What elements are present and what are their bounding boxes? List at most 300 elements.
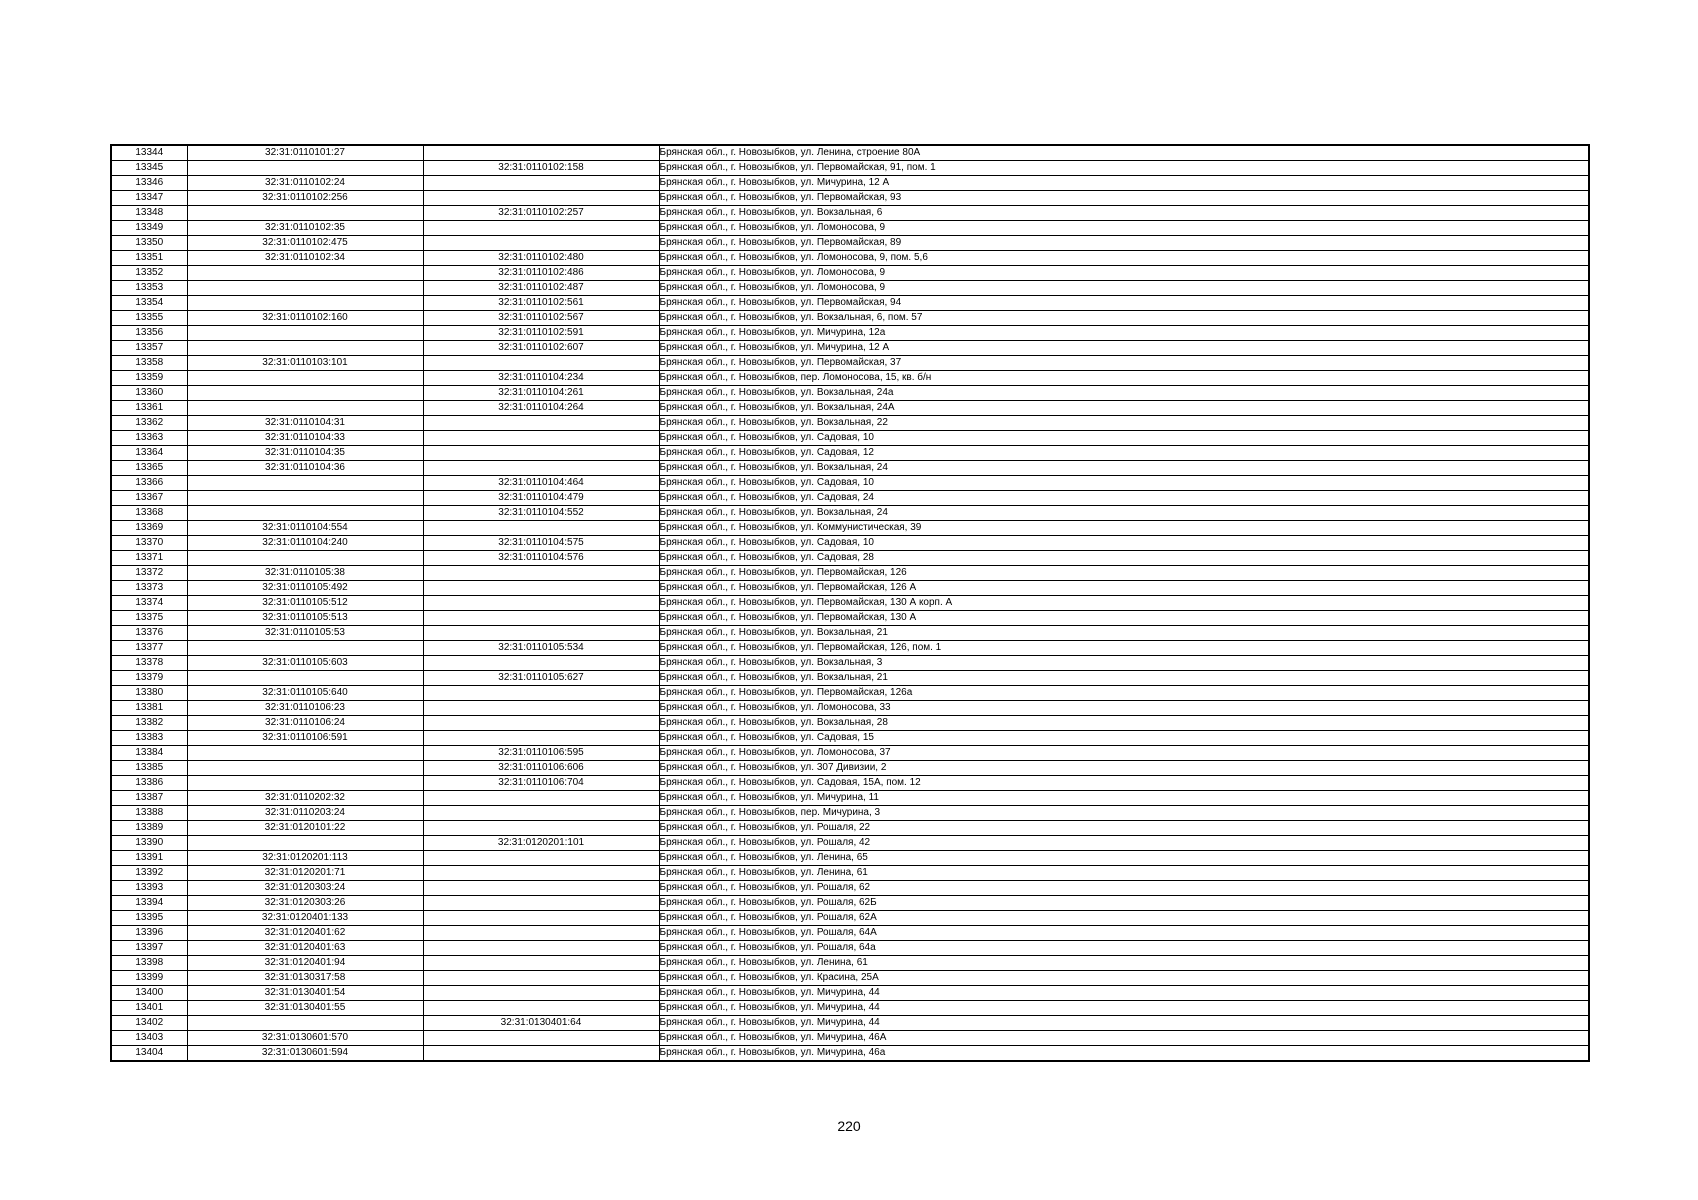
row-number-cell: 13368 (111, 506, 187, 521)
object-cadastral-number-cell (423, 416, 659, 431)
row-number-cell: 13363 (111, 431, 187, 446)
table-row (111, 866, 1589, 881)
address-cell: Брянская обл., г. Новозыбков, ул. Мичурина, 46а (659, 1046, 1589, 1062)
address-cell: Брянская обл., г. Новозыбков, ул. Вокзальная, 3 (659, 656, 1589, 671)
row-number-cell: 13351 (111, 251, 187, 266)
row-number-cell: 13396 (111, 926, 187, 941)
object-cadastral-number-cell (423, 986, 659, 1001)
object-cadastral-number-cell (423, 896, 659, 911)
address-cell: Брянская обл., г. Новозыбков, ул. Первомайская, 130 А (659, 611, 1589, 626)
table-row (111, 251, 1589, 266)
row-number-cell: 13356 (111, 326, 187, 341)
address-cell: Брянская обл., г. Новозыбков, ул. Вокзальная, 6, пом. 57 (659, 311, 1589, 326)
object-cadastral-number-cell (423, 731, 659, 746)
object-cadastral-number-cell (423, 581, 659, 596)
row-number-cell: 13395 (111, 911, 187, 926)
row-number-cell: 13387 (111, 791, 187, 806)
table-row (111, 206, 1589, 221)
object-cadastral-number-cell: 32:31:0110104:576 (423, 551, 659, 566)
land-cadastral-number-cell (187, 746, 423, 761)
row-number-cell: 13389 (111, 821, 187, 836)
table-row (111, 311, 1589, 326)
table-row (111, 536, 1589, 551)
address-cell: Брянская обл., г. Новозыбков, пер. Мичурина, 3 (659, 806, 1589, 821)
row-number-cell: 13347 (111, 191, 187, 206)
land-cadastral-number-cell (187, 341, 423, 356)
address-cell: Брянская обл., г. Новозыбков, ул. Вокзальная, 21 (659, 626, 1589, 641)
row-number-cell: 13404 (111, 1046, 187, 1062)
table-row (111, 746, 1589, 761)
row-number-cell: 13360 (111, 386, 187, 401)
table-row (111, 506, 1589, 521)
address-cell: Брянская обл., г. Новозыбков, ул. Коммунистическая, 39 (659, 521, 1589, 536)
address-cell: Брянская обл., г. Новозыбков, ул. Ленина, 61 (659, 866, 1589, 881)
object-cadastral-number-cell (423, 221, 659, 236)
object-cadastral-number-cell: 32:31:0110104:479 (423, 491, 659, 506)
row-number-cell: 13348 (111, 206, 187, 221)
row-number-cell: 13372 (111, 566, 187, 581)
address-cell: Брянская обл., г. Новозыбков, ул. Садовая, 15 (659, 731, 1589, 746)
address-cell: Брянская обл., г. Новозыбков, ул. Мичурина, 11 (659, 791, 1589, 806)
address-cell: Брянская обл., г. Новозыбков, ул. Вокзальная, 6 (659, 206, 1589, 221)
address-cell: Брянская обл., г. Новозыбков, ул. Рошаля, 62Б (659, 896, 1589, 911)
object-cadastral-number-cell (423, 806, 659, 821)
object-cadastral-number-cell (423, 701, 659, 716)
row-number-cell: 13382 (111, 716, 187, 731)
table-row (111, 236, 1589, 251)
object-cadastral-number-cell: 32:31:0110104:464 (423, 476, 659, 491)
address-cell: Брянская обл., г. Новозыбков, ул. Вокзальная, 22 (659, 416, 1589, 431)
object-cadastral-number-cell (423, 851, 659, 866)
address-cell: Брянская обл., г. Новозыбков, ул. Ломоносова, 37 (659, 746, 1589, 761)
row-number-cell: 13359 (111, 371, 187, 386)
table-row (111, 806, 1589, 821)
table-row (111, 626, 1589, 641)
table-row (111, 281, 1589, 296)
land-cadastral-number-cell: 32:31:0120303:24 (187, 881, 423, 896)
land-cadastral-number-cell: 32:31:0110104:31 (187, 416, 423, 431)
object-cadastral-number-cell (423, 716, 659, 731)
row-number-cell: 13397 (111, 941, 187, 956)
object-cadastral-number-cell (423, 1031, 659, 1046)
object-cadastral-number-cell: 32:31:0110102:486 (423, 266, 659, 281)
address-cell: Брянская обл., г. Новозыбков, ул. Мичурина, 44 (659, 1016, 1589, 1031)
land-cadastral-number-cell: 32:31:0110104:240 (187, 536, 423, 551)
object-cadastral-number-cell: 32:31:0120201:101 (423, 836, 659, 851)
address-cell: Брянская обл., г. Новозыбков, ул. Мичурина, 12 А (659, 176, 1589, 191)
table-row (111, 431, 1589, 446)
row-number-cell: 13370 (111, 536, 187, 551)
land-cadastral-number-cell (187, 161, 423, 176)
object-cadastral-number-cell: 32:31:0130401:64 (423, 1016, 659, 1031)
land-cadastral-number-cell (187, 836, 423, 851)
object-cadastral-number-cell (423, 1046, 659, 1062)
land-cadastral-number-cell: 32:31:0130601:594 (187, 1046, 423, 1062)
row-number-cell: 13383 (111, 731, 187, 746)
address-cell: Брянская обл., г. Новозыбков, ул. Первомайская, 126 А (659, 581, 1589, 596)
land-cadastral-number-cell: 32:31:0120101:22 (187, 821, 423, 836)
table-row (111, 656, 1589, 671)
object-cadastral-number-cell (423, 626, 659, 641)
land-cadastral-number-cell: 32:31:0110105:513 (187, 611, 423, 626)
row-number-cell: 13353 (111, 281, 187, 296)
table-row (111, 596, 1589, 611)
land-cadastral-number-cell (187, 296, 423, 311)
address-cell: Брянская обл., г. Новозыбков, ул. Первомайская, 130 А корп. А (659, 596, 1589, 611)
object-cadastral-number-cell (423, 821, 659, 836)
object-cadastral-number-cell (423, 956, 659, 971)
address-cell: Брянская обл., г. Новозыбков, ул. Рошаля, 22 (659, 821, 1589, 836)
land-cadastral-number-cell (187, 476, 423, 491)
land-cadastral-number-cell: 32:31:0110105:492 (187, 581, 423, 596)
table-row (111, 971, 1589, 986)
row-number-cell: 13349 (111, 221, 187, 236)
row-number-cell: 13386 (111, 776, 187, 791)
table-row (111, 821, 1589, 836)
row-number-cell: 13369 (111, 521, 187, 536)
land-cadastral-number-cell (187, 206, 423, 221)
table-row (111, 1031, 1589, 1046)
object-cadastral-number-cell (423, 356, 659, 371)
table-row (111, 145, 1589, 161)
row-number-cell: 13378 (111, 656, 187, 671)
table-row (111, 566, 1589, 581)
property-registry-table (110, 144, 1590, 1062)
object-cadastral-number-cell (423, 566, 659, 581)
row-number-cell: 13394 (111, 896, 187, 911)
land-cadastral-number-cell (187, 1016, 423, 1031)
object-cadastral-number-cell: 32:31:0110105:627 (423, 671, 659, 686)
address-cell: Брянская обл., г. Новозыбков, ул. Первомайская, 93 (659, 191, 1589, 206)
object-cadastral-number-cell: 32:31:0110102:487 (423, 281, 659, 296)
row-number-cell: 13362 (111, 416, 187, 431)
table-row (111, 956, 1589, 971)
row-number-cell: 13366 (111, 476, 187, 491)
table-row (111, 881, 1589, 896)
object-cadastral-number-cell (423, 686, 659, 701)
row-number-cell: 13376 (111, 626, 187, 641)
address-cell: Брянская обл., г. Новозыбков, ул. Рошаля, 62 (659, 881, 1589, 896)
object-cadastral-number-cell (423, 461, 659, 476)
object-cadastral-number-cell: 32:31:0110102:158 (423, 161, 659, 176)
object-cadastral-number-cell: 32:31:0110102:567 (423, 311, 659, 326)
land-cadastral-number-cell: 32:31:0110105:53 (187, 626, 423, 641)
object-cadastral-number-cell: 32:31:0110102:561 (423, 296, 659, 311)
object-cadastral-number-cell (423, 446, 659, 461)
row-number-cell: 13398 (111, 956, 187, 971)
row-number-cell: 13357 (111, 341, 187, 356)
address-cell: Брянская обл., г. Новозыбков, ул. Первомайская, 89 (659, 236, 1589, 251)
object-cadastral-number-cell: 32:31:0110104:552 (423, 506, 659, 521)
row-number-cell: 13367 (111, 491, 187, 506)
land-cadastral-number-cell: 32:31:0110102:160 (187, 311, 423, 326)
object-cadastral-number-cell: 32:31:0110105:534 (423, 641, 659, 656)
address-cell: Брянская обл., г. Новозыбков, ул. Мичурина, 44 (659, 1001, 1589, 1016)
object-cadastral-number-cell (423, 656, 659, 671)
land-cadastral-number-cell: 32:31:0110103:101 (187, 356, 423, 371)
table-row (111, 761, 1589, 776)
table-row (111, 851, 1589, 866)
table-row (111, 911, 1589, 926)
address-cell: Брянская обл., г. Новозыбков, ул. Ломоносова, 33 (659, 701, 1589, 716)
row-number-cell: 13402 (111, 1016, 187, 1031)
row-number-cell: 13350 (111, 236, 187, 251)
object-cadastral-number-cell: 32:31:0110104:261 (423, 386, 659, 401)
object-cadastral-number-cell (423, 971, 659, 986)
address-cell: Брянская обл., г. Новозыбков, ул. Вокзальная, 24А (659, 401, 1589, 416)
table-row (111, 686, 1589, 701)
land-cadastral-number-cell: 32:31:0120401:62 (187, 926, 423, 941)
address-cell: Брянская обл., г. Новозыбков, пер. Ломоносова, 15, кв. б/н (659, 371, 1589, 386)
land-cadastral-number-cell: 32:31:0130317:58 (187, 971, 423, 986)
land-cadastral-number-cell: 32:31:0110106:591 (187, 731, 423, 746)
land-cadastral-number-cell (187, 551, 423, 566)
object-cadastral-number-cell: 32:31:0110102:257 (423, 206, 659, 221)
object-cadastral-number-cell (423, 611, 659, 626)
address-cell: Брянская обл., г. Новозыбков, ул. Рошаля, 42 (659, 836, 1589, 851)
row-number-cell: 13364 (111, 446, 187, 461)
address-cell: Брянская обл., г. Новозыбков, ул. Первомайская, 94 (659, 296, 1589, 311)
land-cadastral-number-cell: 32:31:0130401:55 (187, 1001, 423, 1016)
address-cell: Брянская обл., г. Новозыбков, ул. Вокзальная, 21 (659, 671, 1589, 686)
object-cadastral-number-cell: 32:31:0110102:607 (423, 341, 659, 356)
address-cell: Брянская обл., г. Новозыбков, ул. Садовая, 15А, пом. 12 (659, 776, 1589, 791)
object-cadastral-number-cell: 32:31:0110104:264 (423, 401, 659, 416)
address-cell: Брянская обл., г. Новозыбков, ул. Садовая, 10 (659, 536, 1589, 551)
address-cell: Брянская обл., г. Новозыбков, ул. 307 Дивизии, 2 (659, 761, 1589, 776)
table-row (111, 416, 1589, 431)
object-cadastral-number-cell: 32:31:0110104:234 (423, 371, 659, 386)
address-cell: Брянская обл., г. Новозыбков, ул. Мичурина, 46А (659, 1031, 1589, 1046)
object-cadastral-number-cell: 32:31:0110102:591 (423, 326, 659, 341)
row-number-cell: 13391 (111, 851, 187, 866)
land-cadastral-number-cell (187, 326, 423, 341)
object-cadastral-number-cell (423, 791, 659, 806)
address-cell: Брянская обл., г. Новозыбков, ул. Ленина, 65 (659, 851, 1589, 866)
address-cell: Брянская обл., г. Новозыбков, ул. Рошаля, 62А (659, 911, 1589, 926)
row-number-cell: 13365 (111, 461, 187, 476)
land-cadastral-number-cell: 32:31:0110104:33 (187, 431, 423, 446)
land-cadastral-number-cell: 32:31:0130401:54 (187, 986, 423, 1001)
table-row (111, 896, 1589, 911)
object-cadastral-number-cell: 32:31:0110106:606 (423, 761, 659, 776)
table-row (111, 161, 1589, 176)
row-number-cell: 13393 (111, 881, 187, 896)
land-cadastral-number-cell: 32:31:0110104:36 (187, 461, 423, 476)
object-cadastral-number-cell: 32:31:0110102:480 (423, 251, 659, 266)
table-row (111, 716, 1589, 731)
address-cell: Брянская обл., г. Новозыбков, ул. Садовая, 28 (659, 551, 1589, 566)
address-cell: Брянская обл., г. Новозыбков, ул. Вокзальная, 24 (659, 461, 1589, 476)
land-cadastral-number-cell (187, 641, 423, 656)
address-cell: Брянская обл., г. Новозыбков, ул. Ленина, строение 80А (659, 145, 1589, 161)
land-cadastral-number-cell (187, 401, 423, 416)
land-cadastral-number-cell: 32:31:0110102:256 (187, 191, 423, 206)
address-cell: Брянская обл., г. Новозыбков, ул. Рошаля, 64а (659, 941, 1589, 956)
table-row (111, 386, 1589, 401)
table-row (111, 1016, 1589, 1031)
land-cadastral-number-cell: 32:31:0120401:94 (187, 956, 423, 971)
table-row (111, 176, 1589, 191)
row-number-cell: 13380 (111, 686, 187, 701)
land-cadastral-number-cell: 32:31:0120401:63 (187, 941, 423, 956)
row-number-cell: 13346 (111, 176, 187, 191)
object-cadastral-number-cell: 32:31:0110104:575 (423, 536, 659, 551)
object-cadastral-number-cell: 32:31:0110106:704 (423, 776, 659, 791)
table-row (111, 581, 1589, 596)
row-number-cell: 13381 (111, 701, 187, 716)
address-cell: Брянская обл., г. Новозыбков, ул. Первомайская, 126, пом. 1 (659, 641, 1589, 656)
table-row (111, 371, 1589, 386)
land-cadastral-number-cell: 32:31:0120201:113 (187, 851, 423, 866)
table-row (111, 296, 1589, 311)
table-row (111, 191, 1589, 206)
address-cell: Брянская обл., г. Новозыбков, ул. Ломоносова, 9 (659, 266, 1589, 281)
row-number-cell: 13374 (111, 596, 187, 611)
table-row (111, 266, 1589, 281)
row-number-cell: 13345 (111, 161, 187, 176)
land-cadastral-number-cell (187, 386, 423, 401)
object-cadastral-number-cell (423, 941, 659, 956)
row-number-cell: 13379 (111, 671, 187, 686)
row-number-cell: 13358 (111, 356, 187, 371)
object-cadastral-number-cell (423, 926, 659, 941)
table-row (111, 551, 1589, 566)
table-row (111, 926, 1589, 941)
object-cadastral-number-cell (423, 431, 659, 446)
address-cell: Брянская обл., г. Новозыбков, ул. Первомайская, 126а (659, 686, 1589, 701)
registry-table-body (111, 145, 1589, 1061)
object-cadastral-number-cell (423, 521, 659, 536)
land-cadastral-number-cell (187, 761, 423, 776)
object-cadastral-number-cell (423, 191, 659, 206)
row-number-cell: 13400 (111, 986, 187, 1001)
table-row (111, 476, 1589, 491)
address-cell: Брянская обл., г. Новозыбков, ул. Ломоносова, 9 (659, 221, 1589, 236)
table-row (111, 701, 1589, 716)
table-row (111, 491, 1589, 506)
land-cadastral-number-cell: 32:31:0110106:24 (187, 716, 423, 731)
row-number-cell: 13371 (111, 551, 187, 566)
land-cadastral-number-cell (187, 281, 423, 296)
land-cadastral-number-cell (187, 266, 423, 281)
object-cadastral-number-cell (423, 866, 659, 881)
row-number-cell: 13377 (111, 641, 187, 656)
object-cadastral-number-cell: 32:31:0110106:595 (423, 746, 659, 761)
table-row (111, 221, 1589, 236)
object-cadastral-number-cell (423, 176, 659, 191)
land-cadastral-number-cell: 32:31:0110102:35 (187, 221, 423, 236)
land-cadastral-number-cell: 32:31:0110105:640 (187, 686, 423, 701)
address-cell: Брянская обл., г. Новозыбков, ул. Вокзальная, 24а (659, 386, 1589, 401)
row-number-cell: 13354 (111, 296, 187, 311)
address-cell: Брянская обл., г. Новозыбков, ул. Первомайская, 126 (659, 566, 1589, 581)
table-row (111, 776, 1589, 791)
table-row (111, 356, 1589, 371)
table-row (111, 401, 1589, 416)
row-number-cell: 13344 (111, 145, 187, 161)
table-row (111, 791, 1589, 806)
address-cell: Брянская обл., г. Новозыбков, ул. Садовая, 10 (659, 431, 1589, 446)
row-number-cell: 13388 (111, 806, 187, 821)
land-cadastral-number-cell: 32:31:0110203:24 (187, 806, 423, 821)
land-cadastral-number-cell: 32:31:0120401:133 (187, 911, 423, 926)
land-cadastral-number-cell (187, 776, 423, 791)
row-number-cell: 13392 (111, 866, 187, 881)
address-cell: Брянская обл., г. Новозыбков, ул. Ломоносова, 9 (659, 281, 1589, 296)
address-cell: Брянская обл., г. Новозыбков, ул. Первомайская, 37 (659, 356, 1589, 371)
land-cadastral-number-cell: 32:31:0110102:475 (187, 236, 423, 251)
row-number-cell: 13385 (111, 761, 187, 776)
address-cell: Брянская обл., г. Новозыбков, ул. Первомайская, 91, пом. 1 (659, 161, 1589, 176)
object-cadastral-number-cell (423, 145, 659, 161)
table-row (111, 341, 1589, 356)
row-number-cell: 13399 (111, 971, 187, 986)
table-row (111, 446, 1589, 461)
object-cadastral-number-cell (423, 236, 659, 251)
object-cadastral-number-cell (423, 881, 659, 896)
table-row (111, 1046, 1589, 1062)
land-cadastral-number-cell: 32:31:0110104:554 (187, 521, 423, 536)
table-row (111, 671, 1589, 686)
land-cadastral-number-cell: 32:31:0110106:23 (187, 701, 423, 716)
table-row (111, 941, 1589, 956)
address-cell: Брянская обл., г. Новозыбков, ул. Ломоносова, 9, пом. 5,6 (659, 251, 1589, 266)
object-cadastral-number-cell (423, 911, 659, 926)
land-cadastral-number-cell (187, 371, 423, 386)
table-row (111, 521, 1589, 536)
land-cadastral-number-cell (187, 491, 423, 506)
row-number-cell: 13401 (111, 1001, 187, 1016)
address-cell: Брянская обл., г. Новозыбков, ул. Ленина, 61 (659, 956, 1589, 971)
table-row (111, 986, 1589, 1001)
row-number-cell: 13352 (111, 266, 187, 281)
table-row (111, 461, 1589, 476)
address-cell: Брянская обл., г. Новозыбков, ул. Вокзальная, 28 (659, 716, 1589, 731)
land-cadastral-number-cell: 32:31:0110105:512 (187, 596, 423, 611)
row-number-cell: 13355 (111, 311, 187, 326)
table-row (111, 1001, 1589, 1016)
address-cell: Брянская обл., г. Новозыбков, ул. Мичурина, 12а (659, 326, 1589, 341)
address-cell: Брянская обл., г. Новозыбков, ул. Вокзальная, 24 (659, 506, 1589, 521)
land-cadastral-number-cell: 32:31:0110102:34 (187, 251, 423, 266)
land-cadastral-number-cell: 32:31:0110202:32 (187, 791, 423, 806)
address-cell: Брянская обл., г. Новозыбков, ул. Садовая, 24 (659, 491, 1589, 506)
address-cell: Брянская обл., г. Новозыбков, ул. Красина, 25А (659, 971, 1589, 986)
row-number-cell: 13390 (111, 836, 187, 851)
row-number-cell: 13373 (111, 581, 187, 596)
row-number-cell: 13361 (111, 401, 187, 416)
address-cell: Брянская обл., г. Новозыбков, ул. Садовая, 12 (659, 446, 1589, 461)
land-cadastral-number-cell: 32:31:0110105:603 (187, 656, 423, 671)
table-row (111, 326, 1589, 341)
land-cadastral-number-cell: 32:31:0110105:38 (187, 566, 423, 581)
address-cell: Брянская обл., г. Новозыбков, ул. Садовая, 10 (659, 476, 1589, 491)
address-cell: Брянская обл., г. Новозыбков, ул. Мичурина, 44 (659, 986, 1589, 1001)
land-cadastral-number-cell: 32:31:0110102:24 (187, 176, 423, 191)
table-row (111, 611, 1589, 626)
object-cadastral-number-cell (423, 596, 659, 611)
land-cadastral-number-cell (187, 506, 423, 521)
table-row (111, 731, 1589, 746)
row-number-cell: 13403 (111, 1031, 187, 1046)
table-row (111, 836, 1589, 851)
land-cadastral-number-cell: 32:31:0110101:27 (187, 145, 423, 161)
land-cadastral-number-cell: 32:31:0120201:71 (187, 866, 423, 881)
row-number-cell: 13384 (111, 746, 187, 761)
row-number-cell: 13375 (111, 611, 187, 626)
address-cell: Брянская обл., г. Новозыбков, ул. Рошаля, 64А (659, 926, 1589, 941)
